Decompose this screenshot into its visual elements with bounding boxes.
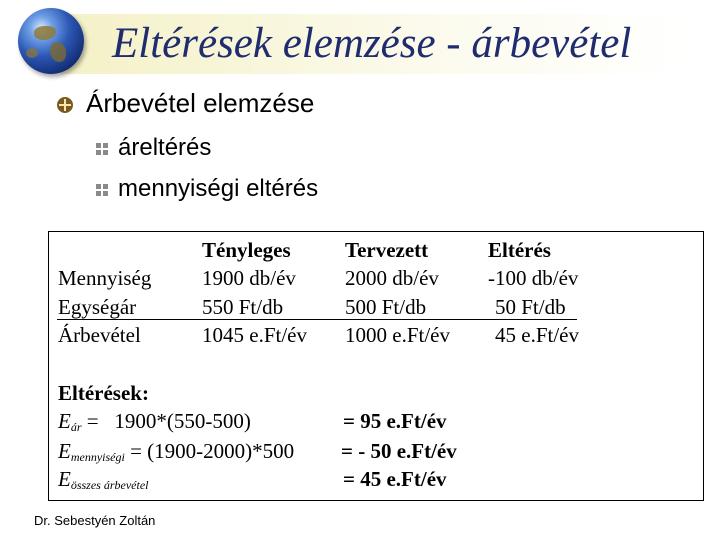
deviation-line-total: $E_{összes árbevétel}$ (58, 467, 149, 492)
main-bullet-icon (57, 97, 73, 113)
row-label: Mennyiség (58, 266, 152, 290)
footer-author: Dr. Sebestyén Zoltán (34, 513, 156, 528)
deviation-result-total: = 45 e.Ft/év (343, 467, 447, 491)
cell-diff: -100 db/év (488, 266, 579, 290)
header-planned: Tervezett (345, 238, 429, 262)
sub-bullet-price: áreltérés (118, 134, 212, 161)
sub-bullet-icon (96, 184, 108, 196)
deviation-line-price: $E_{ár} = 1900*(550-500)$ (58, 409, 251, 434)
deviations-heading: Eltérések: (58, 381, 149, 405)
cell-actual: 1045 e.Ft/év (202, 323, 307, 347)
row-label: Árbevétel (58, 323, 141, 347)
header-diff: Eltérés (488, 238, 551, 262)
cell-planned: 1000 e.Ft/év (345, 323, 450, 347)
bullet-main-text: Árbevétel elemzése (86, 88, 315, 118)
cell-planned: 500 Ft/db (345, 295, 427, 319)
row-label: Egységár (58, 295, 137, 319)
deviation-result-price: = 95 e.Ft/év (343, 409, 447, 433)
sub-bullet-quantity: mennyiségi eltérés (118, 175, 319, 202)
deviation-line-quantity: $E_{mennyiségi} = (1900-2000)*500$ (58, 439, 295, 464)
slide-title: Eltérések elemzése - árbevétel (112, 20, 632, 67)
header-actual: Tényleges (202, 238, 291, 262)
sub-bullet-icon (96, 143, 108, 155)
cell-actual: 550 Ft/db (202, 295, 284, 319)
cell-actual: 1900 db/év (202, 266, 296, 290)
cell-diff: 50 Ft/db (495, 295, 566, 319)
deviation-result-quantity: = - 50 e.Ft/év (341, 439, 457, 463)
row-underline (57, 319, 577, 320)
cell-diff: 45 e.Ft/év (495, 323, 579, 347)
globe-icon (18, 8, 84, 74)
cell-planned: 2000 db/év (345, 266, 439, 290)
